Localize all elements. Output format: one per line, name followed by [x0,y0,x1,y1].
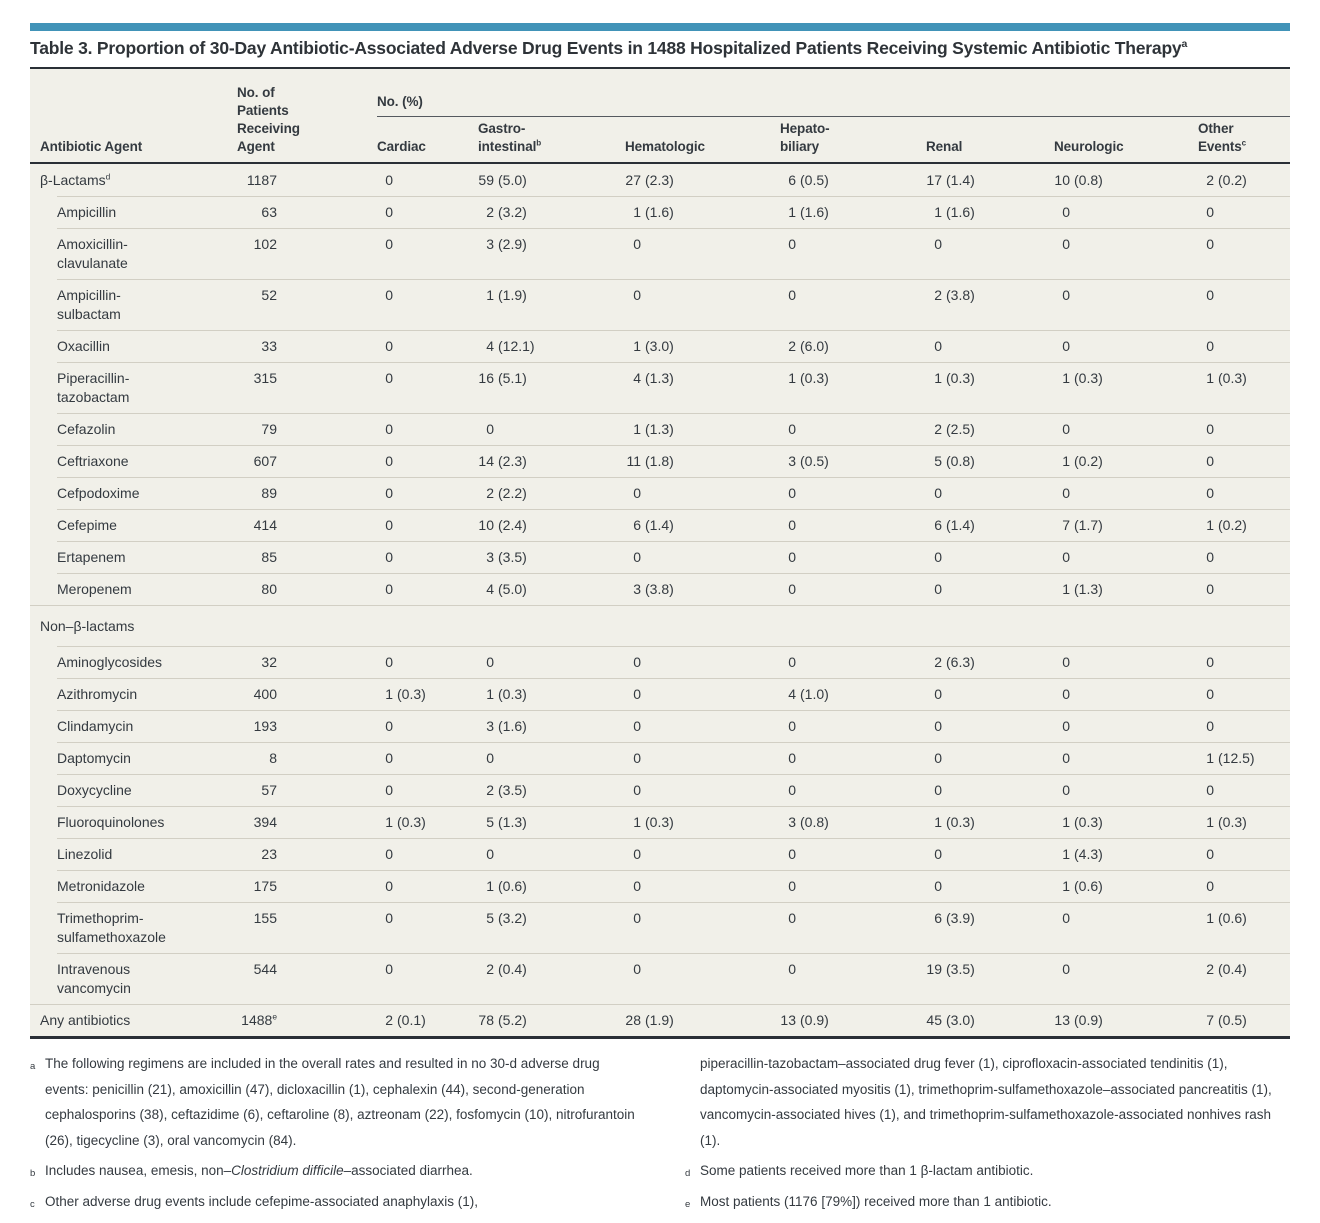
col-header-patients: No. of Patients Receiving Agent [237,85,300,154]
value-cell: 0 [1206,485,1214,501]
table-row [30,279,1290,330]
table-row [30,509,1290,541]
value-cell: 3 (3.8) [633,581,674,597]
value-cell: 0 [788,782,796,798]
table-body [30,164,1290,1036]
value-cell: 3 (0.5) [788,453,829,469]
patients-cell: 315 [253,370,277,386]
value-cell: 0 [788,961,796,977]
value-cell: 0 [633,910,641,926]
patients-cell: 544 [253,961,277,977]
value-cell: 0 [788,287,796,303]
value-cell: 0 [1062,485,1070,501]
table-row [30,413,1290,445]
footnote-marker: b [30,1168,36,1179]
value-cell: 0 [486,750,494,766]
value-cell: 17 (1.4) [926,172,975,188]
value-cell: 2 (0.2) [1206,172,1247,188]
value-cell: 1 (0.6) [1206,910,1247,926]
value-cell: 2 (0.4) [486,961,527,977]
value-cell: 13 (0.9) [780,1012,829,1028]
patients-cell: 85 [261,549,277,565]
value-cell: 27 (2.3) [625,172,674,188]
table-row [30,196,1290,228]
value-cell: 0 [633,287,641,303]
table-row [30,573,1290,605]
patients-cell: 80 [261,581,277,597]
value-cell: 2 (3.5) [486,782,527,798]
value-cell: 0 [1062,686,1070,702]
value-cell: 4 (1.0) [788,686,829,702]
table-row [30,838,1290,870]
value-cell: 0 [934,782,942,798]
value-cell: 3 (2.9) [486,236,527,252]
event-col-header: Renal [926,139,963,154]
table-title: Table 3. Proportion of 30-Day Antibiotic-Associated Adverse Drug Events in 1488 Hospitalized Patients Receiving Systemic Antibiotic Therapy$^a$ [30,38,1188,58]
value-cell: 4 (1.3) [633,370,674,386]
value-cell: 0 [385,204,393,220]
table-row [30,742,1290,774]
value-cell: 1 (1.6) [788,204,829,220]
value-cell: 0 [1062,961,1070,977]
value-cell: 1 (4.3) [1062,846,1103,862]
agent-cell: Clindamycin [57,718,134,734]
value-cell: 0 [385,782,393,798]
footnotes [30,1051,1290,1214]
patients-cell: 607 [253,453,277,469]
value-cell: 0 [934,485,942,501]
value-cell: 0 [934,846,942,862]
agent-cell: Aminoglycosides [57,654,163,670]
value-cell: 13 (0.9) [1054,1012,1103,1028]
value-cell: 1 (0.3) [1062,370,1103,386]
value-cell: 1 (1.3) [1062,581,1103,597]
patients-cell: 175 [253,878,277,894]
patients-cell: 102 [253,236,277,252]
value-cell: 0 [385,961,393,977]
value-cell: 1 (0.3) [385,686,426,702]
agent-cell: Intravenous vancomycin [57,961,131,996]
value-cell: 2 (6.3) [934,654,975,670]
patients-cell: 414 [253,517,277,533]
value-cell: 0 [788,750,796,766]
value-cell: 0 [1062,287,1070,303]
patients-cell: 400 [253,686,277,702]
footnote-marker: e [685,1198,691,1210]
agent-cell: Cefepime [57,517,117,533]
value-cell: 1 (0.2) [1062,453,1103,469]
col-header-antibiotic-agent: Antibiotic Agent [40,139,143,154]
patients-cell: 89 [261,485,277,501]
table-row [30,541,1290,573]
value-cell: 0 [1206,204,1214,220]
value-cell: 3 (0.8) [788,814,829,830]
value-cell: 1 (0.2) [1206,517,1247,533]
footnote-text: Other adverse drug events include cefepime-associated anaphylaxis (1), [45,1193,478,1209]
value-cell: 0 [1062,338,1070,354]
table-row [30,646,1290,678]
value-cell: 0 [1206,236,1214,252]
patients-cell: 23 [261,846,277,862]
patients-cell: 394 [253,814,277,830]
table-row [30,870,1290,902]
patients-cell: 32 [261,654,277,670]
value-cell: 0 [385,236,393,252]
adverse-events-table [30,67,1290,1039]
value-cell: 11 (1.8) [626,453,674,469]
value-cell: 2 (2.5) [934,421,975,437]
table-row [30,774,1290,806]
footnote-d [685,1158,1290,1184]
value-cell: 0 [633,718,641,734]
value-cell: 0 [788,654,796,670]
value-cell: 7 (1.7) [1062,517,1103,533]
value-cell: 0 [385,581,393,597]
value-cell: 1 (3.0) [633,338,674,354]
value-cell: 0 [633,878,641,894]
table-row [30,164,1290,196]
value-cell: 2 (3.8) [934,287,975,303]
patients-cell: 1488e [241,1011,277,1028]
agent-cell: Any antibiotics [40,1012,131,1028]
value-cell: 45 (3.0) [926,1012,975,1028]
value-cell: 0 [788,846,796,862]
value-cell: 0 [934,718,942,734]
value-cell: 78 (5.2) [478,1012,527,1028]
value-cell: 0 [1206,581,1214,597]
value-cell: 0 [385,654,393,670]
value-cell: 0 [385,421,393,437]
value-cell: 0 [1206,549,1214,565]
table-row [30,678,1290,710]
value-cell: 0 [385,172,393,188]
value-cell: 0 [788,581,796,597]
value-cell: 0 [633,686,641,702]
table-row [30,902,1290,953]
value-cell: 0 [1062,204,1070,220]
value-cell: 1 (1.3) [633,421,674,437]
section-row [30,605,1290,646]
value-cell: 19 (3.5) [926,961,975,977]
value-cell: 0 [1206,453,1214,469]
agent-cell: Daptomycin [57,750,131,766]
value-cell: 0 [633,236,641,252]
value-cell: 2 (0.4) [1206,961,1247,977]
value-cell: 1 (0.3) [934,370,975,386]
footnote-marker: a [30,1061,36,1072]
agent-cell: Azithromycin [57,686,138,702]
value-cell: 1 (0.6) [1062,878,1103,894]
value-cell: 0 [385,878,393,894]
value-cell: 0 [385,287,393,303]
event-col-header: Other Events$^c$ [1198,121,1247,154]
value-cell: 0 [1062,236,1070,252]
value-cell: 0 [788,517,796,533]
value-cell: 2 (3.2) [486,204,527,220]
value-cell: 2 (6.0) [788,338,829,354]
value-cell: 5 (3.2) [486,910,527,926]
value-cell: 0 [1206,654,1214,670]
value-cell: 3 (3.5) [486,549,527,565]
value-cell: 10 (0.8) [1054,172,1103,188]
value-cell: 0 [1062,421,1070,437]
patients-cell: 193 [253,718,277,734]
table-row [30,806,1290,838]
agent-cell: Trimethoprim- sulfamethoxazole [57,910,166,945]
table-row [30,710,1290,742]
value-cell: 1 (0.3) [1206,370,1247,386]
value-cell: 0 [1062,549,1070,565]
footnote-a [30,1051,635,1153]
value-cell: 3 (1.6) [486,718,527,734]
value-cell: 0 [1206,782,1214,798]
value-cell: 2 (2.2) [486,485,527,501]
value-cell: 4 (5.0) [486,581,527,597]
patients-cell: 155 [253,910,277,926]
accent-bar [30,23,1290,31]
agent-cell: Ampicillin [57,204,117,220]
agent-cell: Cefpodoxime [57,485,140,501]
value-cell: 14 (2.3) [478,453,527,469]
value-cell: 0 [385,517,393,533]
value-cell: 6 (0.5) [788,172,829,188]
value-cell: 0 [1206,718,1214,734]
event-col-header: Cardiac [377,139,426,154]
value-cell: 0 [385,718,393,734]
value-cell: 0 [788,236,796,252]
value-cell: 1 (0.3) [788,370,829,386]
value-cell: 6 (3.9) [934,910,975,926]
table-row [30,477,1290,509]
value-cell: 1 (0.6) [486,878,527,894]
agent-cell: Amoxicillin- clavulanate [57,236,128,271]
value-cell: 0 [788,910,796,926]
value-cell: 0 [1206,846,1214,862]
agent-cell: Doxycycline [57,782,132,798]
footnote-marker: d [685,1168,691,1179]
agent-cell: Cefazolin [57,421,116,437]
footnote-e [685,1189,1290,1215]
value-cell: 5 (1.3) [486,814,527,830]
value-cell: 1 (0.3) [1206,814,1247,830]
footnotes-right-column [685,1051,1290,1214]
patients-cell: 57 [261,782,277,798]
value-cell: 16 (5.1) [478,370,527,386]
footnotes-left-column [30,1051,635,1214]
table-row [30,445,1290,477]
value-cell: 0 [788,878,796,894]
value-cell: 0 [1206,287,1214,303]
value-cell: 0 [1062,654,1070,670]
value-cell: 10 (2.4) [478,517,527,533]
value-cell: 1 (1.6) [934,204,975,220]
value-cell: 0 [934,549,942,565]
value-cell: 0 [385,485,393,501]
patients-cell: 63 [261,204,277,220]
agent-cell: Oxacillin [57,338,110,354]
value-cell: 0 [633,654,641,670]
agent-cell: β-Lactams$^d$ [40,171,111,188]
footnote-c [30,1189,635,1215]
footnote-text: The following regimens are included in the overall rates and resulted in no 30-d adverse drug events: penicillin (21), amoxicillin (47), dicloxacillin (1), cephalexin (44), second-generation cephalosporins (38), ceftazidime (6), ceftaroline (8), aztreonam (22), fosfomycin (10), nitrofurantoin (26), tigecycline (3), oral vancomycin (84). [45,1056,635,1148]
value-cell: 6 (1.4) [633,517,674,533]
event-col-header: Hepato- biliary [780,121,830,154]
agent-cell: Ampicillin- sulbactam [57,287,121,322]
value-cell: 1 (0.3) [1062,814,1103,830]
value-cell: 0 [1206,878,1214,894]
value-cell: 0 [1206,421,1214,437]
patients-cell: 79 [261,421,277,437]
footnote-text: piperacillin-tazobactam–associated drug fever (1), ciprofloxacin-associated tendinitis (1), daptomycin-associated myositis (1), trimethoprim-sulfamethoxazole–associated pancreatitis (1), vancomycin-associated hives (1), and trimethoprim-sulfamethoxazole-associated nonhives rash (1). [700,1056,1272,1148]
value-cell: 0 [934,686,942,702]
value-cell: 0 [385,846,393,862]
value-cell: 4 (12.1) [486,338,535,354]
event-col-header: Hematologic [625,139,705,154]
patients-cell: 52 [261,287,277,303]
value-cell: 7 (0.5) [1206,1012,1247,1028]
table-row [30,953,1290,1004]
value-cell: 1 (1.9) [486,287,527,303]
table-row [30,330,1290,362]
value-cell: 1 (0.3) [385,814,426,830]
footnote-text: Includes nausea, emesis, non–Clostridium difficile–associated diarrhea. [45,1163,473,1178]
value-cell: 1 (0.3) [633,814,674,830]
footnote-text: Most patients (1176 [79%]) received more than 1 antibiotic. [700,1193,1052,1209]
value-cell: 0 [1062,910,1070,926]
footnote-text: Some patients received more than 1 β-lactam antibiotic. [700,1163,1034,1178]
value-cell: 1 (1.6) [633,204,674,220]
value-cell: 5 (0.8) [934,453,975,469]
value-cell: 2 (0.1) [385,1012,426,1028]
value-cell: 1 (0.3) [934,814,975,830]
value-cell: 0 [934,338,942,354]
event-col-header: Gastro- intestinal$^b$ [478,121,542,154]
value-cell: 0 [385,910,393,926]
value-cell: 0 [385,750,393,766]
agent-cell: Metronidazole [57,878,145,894]
value-cell: 0 [633,782,641,798]
value-cell: 0 [1062,750,1070,766]
value-cell: 0 [385,549,393,565]
agent-cell: Linezolid [57,846,113,862]
value-cell: 0 [788,549,796,565]
col-header-no-pct [377,69,1290,117]
value-cell: 28 (1.9) [625,1012,674,1028]
table-row [30,362,1290,413]
value-cell: 1 (12.5) [1206,750,1255,766]
value-cell: 0 [1206,338,1214,354]
value-cell: 0 [934,581,942,597]
footnote-continuation [685,1051,1290,1153]
value-cell: 0 [788,718,796,734]
value-cell: 0 [934,750,942,766]
no-pct-label: No. (%) [377,94,423,109]
value-cell: 0 [633,485,641,501]
agent-cell: Non–β-lactams [40,618,135,634]
table-row [30,228,1290,279]
value-cell: 0 [934,878,942,894]
value-cell: 0 [633,846,641,862]
footnote-b [30,1158,635,1184]
event-col-header: Neurologic [1054,139,1124,154]
value-cell: 0 [385,370,393,386]
value-cell: 6 (1.4) [934,517,975,533]
table-row [30,1004,1290,1036]
value-cell: 0 [486,421,494,437]
value-cell: 0 [1206,686,1214,702]
value-cell: 1 (0.3) [486,686,527,702]
value-cell: 0 [385,453,393,469]
agent-cell: Ceftriaxone [57,453,129,469]
value-cell: 0 [633,961,641,977]
agent-cell: Meropenem [57,581,132,597]
value-cell: 0 [934,236,942,252]
agent-cell: Fluoroquinolones [57,814,165,830]
value-cell: 0 [385,338,393,354]
value-cell: 0 [633,750,641,766]
value-cell: 0 [788,421,796,437]
table-header [30,69,1290,164]
agent-cell: Piperacillin- tazobactam [57,370,130,405]
value-cell: 0 [486,846,494,862]
value-cell: 0 [1062,718,1070,734]
patients-cell: 1187 [246,172,277,188]
patients-cell: 33 [261,338,277,354]
value-cell: 0 [1062,782,1070,798]
patients-cell: 8 [269,750,277,766]
value-cell: 0 [486,654,494,670]
agent-cell: Ertapenem [57,549,126,565]
value-cell: 59 (5.0) [478,172,527,188]
footnote-marker: c [30,1198,35,1210]
value-cell: 0 [633,549,641,565]
value-cell: 0 [788,485,796,501]
